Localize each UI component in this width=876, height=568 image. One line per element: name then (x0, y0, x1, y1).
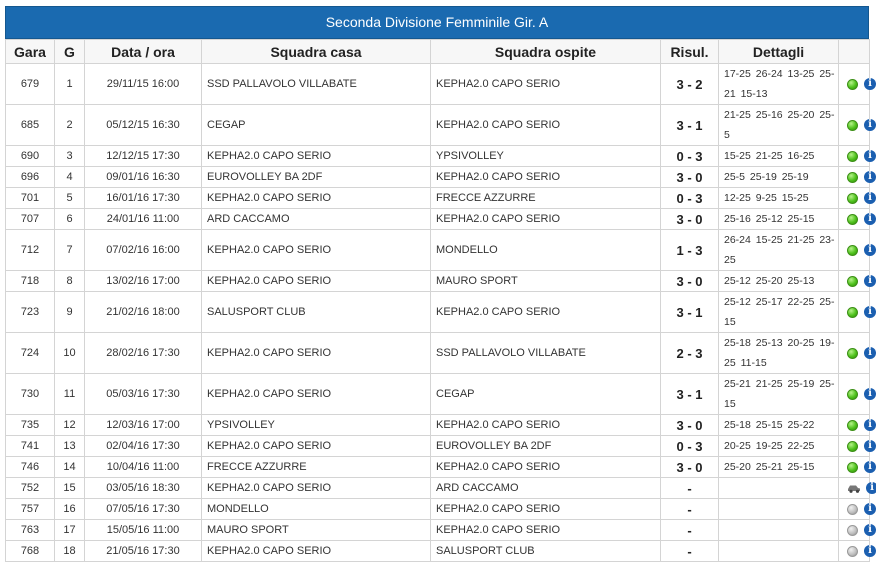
cell-giornata: 10 (55, 333, 85, 374)
cell-gara: 757 (6, 499, 55, 520)
cell-squadra-ospite: MONDELLO (431, 230, 661, 271)
table-row[interactable] (6, 478, 870, 499)
cell-giornata: 2 (55, 105, 85, 146)
header-data-ora: Data / ora (85, 40, 202, 64)
cell-squadra-ospite: CEGAP (431, 374, 661, 415)
cell-squadra-ospite: YPSIVOLLEY (431, 146, 661, 167)
cell-dettagli: 12-25 9-25 15-25 (719, 188, 839, 209)
table-row[interactable] (6, 146, 870, 167)
cell-data-ora: 09/01/16 16:30 (85, 167, 202, 188)
cell-actions (839, 541, 870, 562)
cell-dettagli (719, 499, 839, 520)
cell-data-ora: 28/02/16 17:30 (85, 333, 202, 374)
cell-data-ora: 12/12/15 17:30 (85, 146, 202, 167)
results-table (5, 39, 874, 562)
cell-risultato: - (661, 541, 719, 562)
info-icon[interactable]: i (864, 524, 876, 536)
cell-risultato: 0 - 3 (661, 188, 719, 209)
header-gara: Gara (6, 40, 55, 64)
cell-data-ora: 07/02/16 16:00 (85, 230, 202, 271)
info-icon[interactable]: i (864, 388, 876, 400)
info-icon[interactable]: i (864, 213, 876, 225)
status-green-icon[interactable] (847, 172, 858, 183)
cell-giornata: 13 (55, 436, 85, 457)
cell-data-ora: 29/11/15 16:00 (85, 64, 202, 105)
table-row[interactable] (6, 271, 870, 292)
table-row[interactable] (6, 415, 870, 436)
status-green-icon[interactable] (847, 151, 858, 162)
cell-squadra-casa: KEPHA2.0 CAPO SERIO (202, 146, 431, 167)
cell-gara: 712 (6, 230, 55, 271)
header-dettagli: Dettagli (719, 40, 839, 64)
cell-data-ora: 21/02/16 18:00 (85, 292, 202, 333)
info-icon[interactable]: i (864, 192, 876, 204)
cell-actions (839, 374, 870, 415)
status-green-icon[interactable] (847, 214, 858, 225)
table-row[interactable] (6, 436, 870, 457)
cell-squadra-casa: KEPHA2.0 CAPO SERIO (202, 436, 431, 457)
cell-risultato: - (661, 520, 719, 541)
cell-risultato: 3 - 1 (661, 374, 719, 415)
status-green-icon[interactable] (847, 420, 858, 431)
cell-squadra-ospite: FRECCE AZZURRE (431, 188, 661, 209)
status-green-icon[interactable] (847, 307, 858, 318)
cell-data-ora: 21/05/16 17:30 (85, 541, 202, 562)
cell-squadra-ospite: SALUSPORT CLUB (431, 541, 661, 562)
results-panel (5, 6, 874, 562)
cell-giornata: 6 (55, 209, 85, 230)
cell-dettagli: 21-25 25-16 25-20 25-5 (719, 105, 839, 146)
cell-squadra-casa: EUROVOLLEY BA 2DF (202, 167, 431, 188)
status-gray-icon[interactable] (847, 504, 858, 515)
cell-dettagli (719, 478, 839, 499)
cell-squadra-casa: SALUSPORT CLUB (202, 292, 431, 333)
cell-actions (839, 520, 870, 541)
cell-dettagli: 26-24 15-25 21-25 23-25 (719, 230, 839, 271)
cell-data-ora: 05/03/16 17:30 (85, 374, 202, 415)
cell-squadra-casa: YPSIVOLLEY (202, 415, 431, 436)
cell-gara: 763 (6, 520, 55, 541)
cell-giornata: 1 (55, 64, 85, 105)
header-squadra-casa: Squadra casa (202, 40, 431, 64)
cell-gara: 746 (6, 457, 55, 478)
cell-risultato: 0 - 3 (661, 146, 719, 167)
info-icon[interactable]: i (864, 347, 876, 359)
cell-dettagli: 25-16 25-12 25-15 (719, 209, 839, 230)
cell-giornata: 14 (55, 457, 85, 478)
info-icon[interactable]: i (864, 275, 876, 287)
cell-dettagli: 15-25 21-25 16-25 (719, 146, 839, 167)
cell-gara: 752 (6, 478, 55, 499)
cell-gara: 690 (6, 146, 55, 167)
cell-risultato: 1 - 3 (661, 230, 719, 271)
cell-actions (839, 105, 870, 146)
table-row[interactable] (6, 541, 870, 562)
cell-risultato: - (661, 499, 719, 520)
cell-actions (839, 333, 870, 374)
status-green-icon[interactable] (847, 276, 858, 287)
table-row[interactable] (6, 188, 870, 209)
cell-gara: 735 (6, 415, 55, 436)
cell-actions (839, 292, 870, 333)
cell-squadra-ospite: EUROVOLLEY BA 2DF (431, 436, 661, 457)
info-icon[interactable]: i (864, 244, 876, 256)
cell-actions (839, 499, 870, 520)
cell-squadra-casa: MAURO SPORT (202, 520, 431, 541)
cell-squadra-ospite: ARD CACCAMO (431, 478, 661, 499)
header-actions (839, 40, 870, 64)
info-icon[interactable]: i (864, 306, 876, 318)
cell-dettagli (719, 520, 839, 541)
cell-data-ora: 02/04/16 17:30 (85, 436, 202, 457)
cell-actions (839, 478, 874, 499)
cell-giornata: 4 (55, 167, 85, 188)
cell-gara: 730 (6, 374, 55, 415)
info-icon[interactable]: i (864, 503, 876, 515)
status-green-icon[interactable] (847, 193, 858, 204)
cell-gara: 768 (6, 541, 55, 562)
cell-data-ora: 07/05/16 17:30 (85, 499, 202, 520)
cell-squadra-casa: ARD CACCAMO (202, 209, 431, 230)
cell-risultato: 3 - 0 (661, 271, 719, 292)
cell-gara: 685 (6, 105, 55, 146)
status-green-icon[interactable] (847, 120, 858, 131)
cell-dettagli: 20-25 19-25 22-25 (719, 436, 839, 457)
cell-squadra-ospite: KEPHA2.0 CAPO SERIO (431, 64, 661, 105)
info-icon[interactable]: i (864, 545, 876, 557)
cell-giornata: 16 (55, 499, 85, 520)
cell-dettagli: 17-25 26-24 13-25 25-21 15-13 (719, 64, 839, 105)
cell-squadra-ospite: KEPHA2.0 CAPO SERIO (431, 292, 661, 333)
table-row[interactable] (6, 167, 870, 188)
cell-risultato: 3 - 0 (661, 457, 719, 478)
cell-squadra-casa: KEPHA2.0 CAPO SERIO (202, 333, 431, 374)
cell-risultato: 0 - 3 (661, 436, 719, 457)
cell-data-ora: 24/01/16 11:00 (85, 209, 202, 230)
cell-dettagli: 25-21 21-25 25-19 25-15 (719, 374, 839, 415)
cell-gara: 718 (6, 271, 55, 292)
table-row[interactable] (6, 457, 870, 478)
cell-squadra-casa: KEPHA2.0 CAPO SERIO (202, 271, 431, 292)
info-icon[interactable]: i (864, 461, 876, 473)
table-row[interactable] (6, 105, 870, 146)
cell-squadra-casa: KEPHA2.0 CAPO SERIO (202, 188, 431, 209)
cell-risultato: 3 - 1 (661, 105, 719, 146)
cell-squadra-casa: KEPHA2.0 CAPO SERIO (202, 374, 431, 415)
status-green-icon[interactable] (847, 348, 858, 359)
cell-giornata: 11 (55, 374, 85, 415)
cell-dettagli: 25-12 25-17 22-25 25-15 (719, 292, 839, 333)
status-green-icon[interactable] (847, 79, 858, 90)
cell-giornata: 15 (55, 478, 85, 499)
cell-risultato: - (661, 478, 719, 499)
cell-gara: 679 (6, 64, 55, 105)
cell-actions (839, 209, 870, 230)
info-icon[interactable]: i (864, 419, 876, 431)
cell-gara: 723 (6, 292, 55, 333)
cell-giornata: 9 (55, 292, 85, 333)
cell-squadra-ospite: SSD PALLAVOLO VILLABATE (431, 333, 661, 374)
cell-risultato: 3 - 1 (661, 292, 719, 333)
cell-squadra-casa: KEPHA2.0 CAPO SERIO (202, 541, 431, 562)
info-icon[interactable]: i (866, 482, 876, 494)
cell-actions (839, 436, 870, 457)
status-green-icon[interactable] (847, 462, 858, 473)
status-green-icon[interactable] (847, 441, 858, 452)
cell-squadra-casa: SSD PALLAVOLO VILLABATE (202, 64, 431, 105)
cell-squadra-ospite: KEPHA2.0 CAPO SERIO (431, 415, 661, 436)
cell-gara: 724 (6, 333, 55, 374)
cell-giornata: 5 (55, 188, 85, 209)
cell-data-ora: 16/01/16 17:30 (85, 188, 202, 209)
cell-risultato: 3 - 2 (661, 64, 719, 105)
cell-dettagli: 25-5 25-19 25-19 (719, 167, 839, 188)
table-row[interactable] (6, 520, 870, 541)
header-risultato: Risul. (661, 40, 719, 64)
cell-actions (839, 146, 870, 167)
table-row[interactable] (6, 374, 870, 415)
info-icon[interactable]: i (864, 119, 876, 131)
status-green-icon[interactable] (847, 389, 858, 400)
table-row[interactable] (6, 292, 870, 333)
cell-giornata: 12 (55, 415, 85, 436)
table-row[interactable] (6, 64, 870, 105)
cell-data-ora: 05/12/15 16:30 (85, 105, 202, 146)
cell-squadra-casa: KEPHA2.0 CAPO SERIO (202, 478, 431, 499)
cell-squadra-ospite: KEPHA2.0 CAPO SERIO (431, 167, 661, 188)
cell-actions (839, 188, 870, 209)
cell-dettagli: 25-12 25-20 25-13 (719, 271, 839, 292)
cell-squadra-ospite: KEPHA2.0 CAPO SERIO (431, 105, 661, 146)
header-squadra-ospite: Squadra ospite (431, 40, 661, 64)
cell-squadra-ospite: KEPHA2.0 CAPO SERIO (431, 499, 661, 520)
table-row[interactable] (6, 499, 870, 520)
cell-dettagli: 25-18 25-13 20-25 19-25 11-15 (719, 333, 839, 374)
cell-risultato: 3 - 0 (661, 209, 719, 230)
cell-risultato: 3 - 0 (661, 167, 719, 188)
info-icon[interactable]: i (864, 150, 876, 162)
cell-squadra-casa: FRECCE AZZURRE (202, 457, 431, 478)
table-row[interactable] (6, 230, 870, 271)
info-icon[interactable]: i (864, 78, 876, 90)
cell-squadra-ospite: KEPHA2.0 CAPO SERIO (431, 209, 661, 230)
cell-data-ora: 13/02/16 17:00 (85, 271, 202, 292)
cell-dettagli: 25-20 25-21 25-15 (719, 457, 839, 478)
cell-dettagli: 25-18 25-15 25-22 (719, 415, 839, 436)
cell-actions (839, 271, 870, 292)
header-row (6, 40, 870, 64)
cell-giornata: 8 (55, 271, 85, 292)
cell-actions (839, 167, 870, 188)
cell-squadra-casa: KEPHA2.0 CAPO SERIO (202, 230, 431, 271)
cell-giornata: 7 (55, 230, 85, 271)
cell-risultato: 2 - 3 (661, 333, 719, 374)
status-gray-icon[interactable] (847, 546, 858, 557)
cell-squadra-ospite: KEPHA2.0 CAPO SERIO (431, 457, 661, 478)
info-icon[interactable]: i (864, 171, 876, 183)
cell-squadra-ospite: KEPHA2.0 CAPO SERIO (431, 520, 661, 541)
cell-gara: 701 (6, 188, 55, 209)
cell-giornata: 3 (55, 146, 85, 167)
cell-actions (839, 415, 870, 436)
status-green-icon[interactable] (847, 245, 858, 256)
status-gray-icon[interactable] (847, 525, 858, 536)
table-title: Seconda Divisione Femminile Gir. A (5, 6, 869, 39)
cell-gara: 696 (6, 167, 55, 188)
table-row[interactable] (6, 209, 870, 230)
table-row[interactable] (6, 333, 870, 374)
cell-data-ora: 12/03/16 17:00 (85, 415, 202, 436)
cell-actions (839, 64, 870, 105)
cell-dettagli (719, 541, 839, 562)
header-giornata: G (55, 40, 85, 64)
info-icon[interactable]: i (864, 440, 876, 452)
cell-giornata: 17 (55, 520, 85, 541)
cell-actions (839, 457, 870, 478)
cell-risultato: 3 - 0 (661, 415, 719, 436)
cell-data-ora: 15/05/16 11:00 (85, 520, 202, 541)
cell-actions (839, 230, 870, 271)
cell-gara: 707 (6, 209, 55, 230)
cell-giornata: 18 (55, 541, 85, 562)
cell-gara: 741 (6, 436, 55, 457)
cell-data-ora: 03/05/16 18:30 (85, 478, 202, 499)
cell-squadra-ospite: MAURO SPORT (431, 271, 661, 292)
car-icon[interactable] (847, 483, 861, 493)
cell-squadra-casa: CEGAP (202, 105, 431, 146)
cell-data-ora: 10/04/16 11:00 (85, 457, 202, 478)
cell-squadra-casa: MONDELLO (202, 499, 431, 520)
